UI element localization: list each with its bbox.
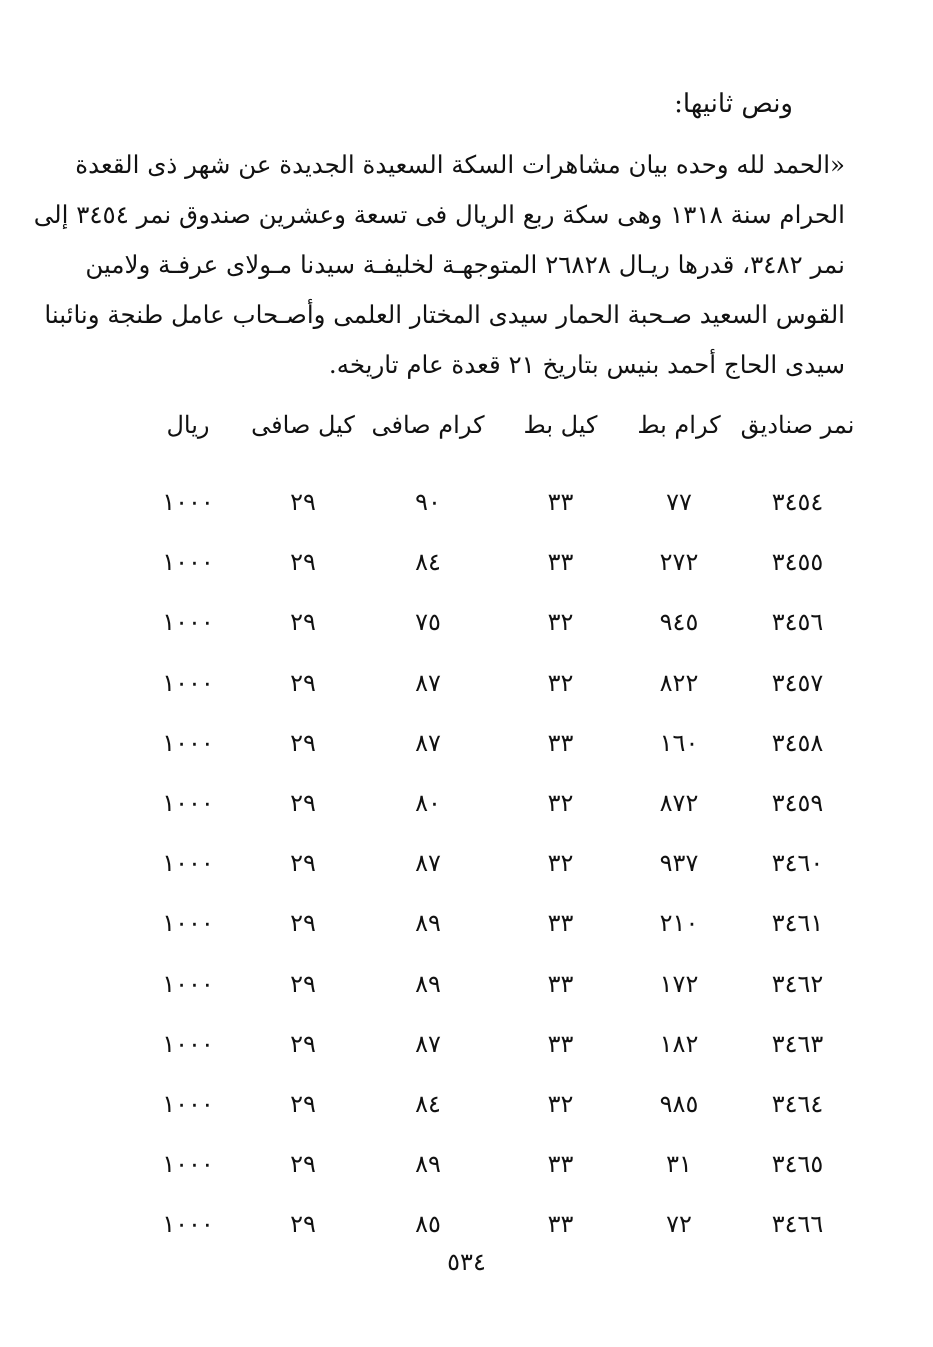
column-header-gross-weight: كيل بط bbox=[523, 411, 598, 439]
cell-gross-weight: ٣٢ bbox=[547, 668, 574, 697]
cell-crate-number: ٣٤٦٠ bbox=[771, 849, 824, 878]
cell-riyal: ١٠٠٠ bbox=[162, 1150, 214, 1179]
cell-net-weight: ٢٩ bbox=[290, 728, 316, 757]
cell-gross-grams: ٨٧٢ bbox=[659, 789, 699, 818]
cell-net-weight: ٢٩ bbox=[290, 668, 316, 697]
table-row bbox=[100, 1074, 860, 1134]
column-header-riyal: ريال bbox=[166, 411, 210, 439]
cell-gross-grams: ١٧٢ bbox=[659, 969, 699, 998]
cell-gross-weight: ٣٣ bbox=[547, 969, 574, 998]
cell-gross-weight: ٣٣ bbox=[547, 909, 574, 938]
cell-crate-number: ٣٤٦٦ bbox=[771, 1210, 824, 1239]
table-row bbox=[100, 773, 860, 833]
table-row bbox=[100, 893, 860, 953]
crates-table bbox=[100, 400, 860, 1254]
cell-riyal: ١٠٠٠ bbox=[162, 488, 214, 517]
cell-net-grams: ٨٧ bbox=[415, 728, 441, 757]
column-header-net-grams: كرام صافى bbox=[371, 411, 485, 439]
cell-net-weight: ٢٩ bbox=[290, 1210, 316, 1239]
cell-net-grams: ٨٧ bbox=[415, 668, 441, 697]
cell-net-grams: ٨٠ bbox=[415, 789, 441, 818]
cell-net-weight: ٢٩ bbox=[290, 909, 316, 938]
cell-riyal: ١٠٠٠ bbox=[162, 608, 214, 637]
cell-riyal: ١٠٠٠ bbox=[162, 668, 214, 697]
table-row bbox=[100, 713, 860, 773]
cell-gross-grams: ١٨٢ bbox=[659, 1029, 699, 1058]
table-row bbox=[100, 1014, 860, 1074]
cell-net-weight: ٢٩ bbox=[290, 1089, 316, 1118]
cell-gross-grams: ٣١ bbox=[666, 1150, 692, 1179]
paragraph-line: «الحمد لله وحده بيان مشاهرات السكة السعيدة الجديدة عن شهر ذى القعدة bbox=[75, 150, 845, 179]
page-number: ٥٣٤ bbox=[447, 1248, 486, 1276]
table-row bbox=[100, 532, 860, 592]
cell-net-weight: ٢٩ bbox=[290, 969, 316, 998]
cell-net-weight: ٢٩ bbox=[290, 548, 316, 577]
cell-gross-weight: ٣٣ bbox=[547, 728, 574, 757]
cell-crate-number: ٣٤٦٤ bbox=[771, 1089, 824, 1118]
cell-gross-weight: ٣٣ bbox=[547, 1029, 574, 1058]
cell-gross-grams: ٩٨٥ bbox=[659, 1089, 699, 1118]
cell-riyal: ١٠٠٠ bbox=[162, 969, 214, 998]
section-heading: ونص ثانيها: bbox=[674, 89, 793, 119]
cell-crate-number: ٣٤٦٥ bbox=[771, 1150, 824, 1179]
cell-gross-weight: ٣٣ bbox=[547, 1150, 574, 1179]
paragraph-line: القوس السعيد صـحبة الحمار سيدى المختار العلمى وأصـحاب عامل طنجة ونائبنا bbox=[44, 300, 845, 329]
cell-net-grams: ٩٠ bbox=[415, 488, 441, 517]
cell-gross-grams: ٩٣٧ bbox=[659, 849, 699, 878]
cell-crate-number: ٣٤٥٨ bbox=[771, 728, 824, 757]
cell-net-grams: ٨٥ bbox=[415, 1210, 441, 1239]
cell-net-grams: ٨٩ bbox=[415, 1150, 441, 1179]
table-row bbox=[100, 653, 860, 713]
table-row bbox=[100, 592, 860, 652]
table-row bbox=[100, 1194, 860, 1254]
cell-gross-grams: ٢١٠ bbox=[659, 909, 699, 938]
cell-riyal: ١٠٠٠ bbox=[162, 1210, 214, 1239]
paragraph-line: نمر ٣٤٨٢، قدرها ريـال ٢٦٨٢٨ المتوجهـة لخليفـة سيدنا مـولاى عرفـة ولامين bbox=[85, 250, 845, 279]
cell-net-weight: ٢٩ bbox=[290, 488, 316, 517]
cell-crate-number: ٣٤٥٩ bbox=[771, 789, 824, 818]
cell-net-weight: ٢٩ bbox=[290, 608, 316, 637]
cell-gross-weight: ٣٢ bbox=[547, 849, 574, 878]
cell-gross-grams: ٨٢٢ bbox=[659, 668, 699, 697]
cell-crate-number: ٣٤٥٤ bbox=[771, 488, 824, 517]
cell-crate-number: ٣٤٥٦ bbox=[771, 608, 824, 637]
cell-gross-grams: ٩٤٥ bbox=[659, 608, 699, 637]
column-header-crate-number: نمر صناديق bbox=[740, 411, 855, 439]
cell-gross-weight: ٣٣ bbox=[547, 488, 574, 517]
cell-net-grams: ٨٤ bbox=[415, 548, 441, 577]
cell-crate-number: ٣٤٥٧ bbox=[771, 668, 824, 697]
cell-gross-grams: ١٦٠ bbox=[659, 728, 699, 757]
cell-riyal: ١٠٠٠ bbox=[162, 789, 214, 818]
cell-gross-grams: ٧٧ bbox=[666, 488, 692, 517]
cell-net-weight: ٢٩ bbox=[290, 849, 316, 878]
cell-riyal: ١٠٠٠ bbox=[162, 909, 214, 938]
cell-riyal: ١٠٠٠ bbox=[162, 849, 214, 878]
cell-net-grams: ٨٩ bbox=[415, 909, 441, 938]
cell-crate-number: ٣٤٦٢ bbox=[771, 969, 824, 998]
table-body bbox=[100, 472, 860, 1254]
cell-gross-weight: ٣٣ bbox=[547, 1210, 574, 1239]
table-row bbox=[100, 472, 860, 532]
table-header-row bbox=[100, 400, 860, 450]
cell-crate-number: ٣٤٦٣ bbox=[771, 1029, 824, 1058]
cell-gross-weight: ٣٢ bbox=[547, 608, 574, 637]
column-header-gross-grams: كرام بط bbox=[637, 411, 721, 439]
cell-net-weight: ٢٩ bbox=[290, 1029, 316, 1058]
paragraph-line: سيدى الحاج أحمد بنيس بتاريخ ٢١ قعدة عام تاريخه. bbox=[328, 350, 845, 379]
cell-riyal: ١٠٠٠ bbox=[162, 548, 214, 577]
cell-net-weight: ٢٩ bbox=[290, 789, 316, 818]
cell-gross-weight: ٣٣ bbox=[547, 548, 574, 577]
cell-riyal: ١٠٠٠ bbox=[162, 728, 214, 757]
cell-crate-number: ٣٤٦١ bbox=[771, 909, 824, 938]
cell-net-grams: ٨٤ bbox=[415, 1089, 441, 1118]
cell-net-grams: ٧٥ bbox=[415, 608, 441, 637]
cell-net-grams: ٨٩ bbox=[415, 969, 441, 998]
cell-net-grams: ٨٧ bbox=[415, 1029, 441, 1058]
cell-gross-weight: ٣٢ bbox=[547, 1089, 574, 1118]
column-header-net-weight: كيل صافى bbox=[251, 411, 355, 439]
cell-crate-number: ٣٤٥٥ bbox=[771, 548, 824, 577]
paragraph-line: الحرام سنة ١٣١٨ وهى سكة ربع الريال فى تسعة وعشرين صندوق نمر ٣٤٥٤ إلى bbox=[33, 200, 845, 229]
table-row bbox=[100, 1134, 860, 1194]
cell-net-grams: ٨٧ bbox=[415, 849, 441, 878]
cell-gross-grams: ٢٧٢ bbox=[659, 548, 699, 577]
cell-net-weight: ٢٩ bbox=[290, 1150, 316, 1179]
cell-riyal: ١٠٠٠ bbox=[162, 1029, 214, 1058]
document-paragraph bbox=[33, 140, 845, 390]
cell-riyal: ١٠٠٠ bbox=[162, 1089, 214, 1118]
cell-gross-weight: ٣٢ bbox=[547, 789, 574, 818]
table-row bbox=[100, 833, 860, 893]
cell-gross-grams: ٧٢ bbox=[666, 1210, 692, 1239]
table-row bbox=[100, 954, 860, 1014]
